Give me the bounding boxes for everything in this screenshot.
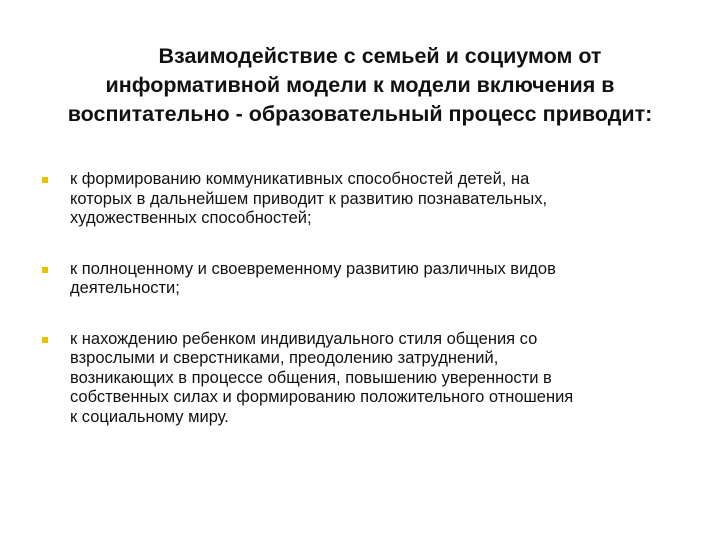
bullet-text-line: к нахождению ребенком индивидуального стиля общения со: [70, 329, 538, 348]
slide-title: [20, 42, 700, 129]
bullet-text-line: художественных способностей;: [70, 209, 312, 227]
bullet-text-line: деятельности;: [70, 279, 180, 297]
bullet-text-line: возникающих в процессе общения, повышению уверенности в: [70, 368, 552, 387]
bullet-text-line: собственных силах и формированию положительного отношения: [70, 388, 574, 406]
bullet-text-line: к социальному миру.: [70, 407, 229, 426]
title-line: воспитательно - образовательный процесс приводит:: [67, 102, 653, 126]
bullet-text-line: взрослыми и сверстниками, преодолению затруднений,: [70, 349, 499, 367]
bullet-item: [40, 260, 690, 299]
title-line: информативной модели к модели включения в: [105, 73, 615, 97]
bullet-text-line: которых в дальнейшем приводит к развитию познавательных,: [70, 189, 548, 208]
bullet-text-line: к полноценному и своевременному развитию различных видов: [70, 259, 556, 278]
title-line: Взаимодействие с семьей и социумом от: [158, 44, 602, 68]
square-bullet-icon: [42, 267, 48, 273]
square-bullet-icon: [42, 177, 48, 183]
bullet-list: [40, 170, 690, 427]
square-bullet-icon: [42, 337, 48, 343]
bullet-item: [40, 330, 690, 428]
bullet-text-line: к формированию коммуникативных способностей детей, на: [70, 170, 530, 188]
bullet-item: [40, 170, 690, 229]
